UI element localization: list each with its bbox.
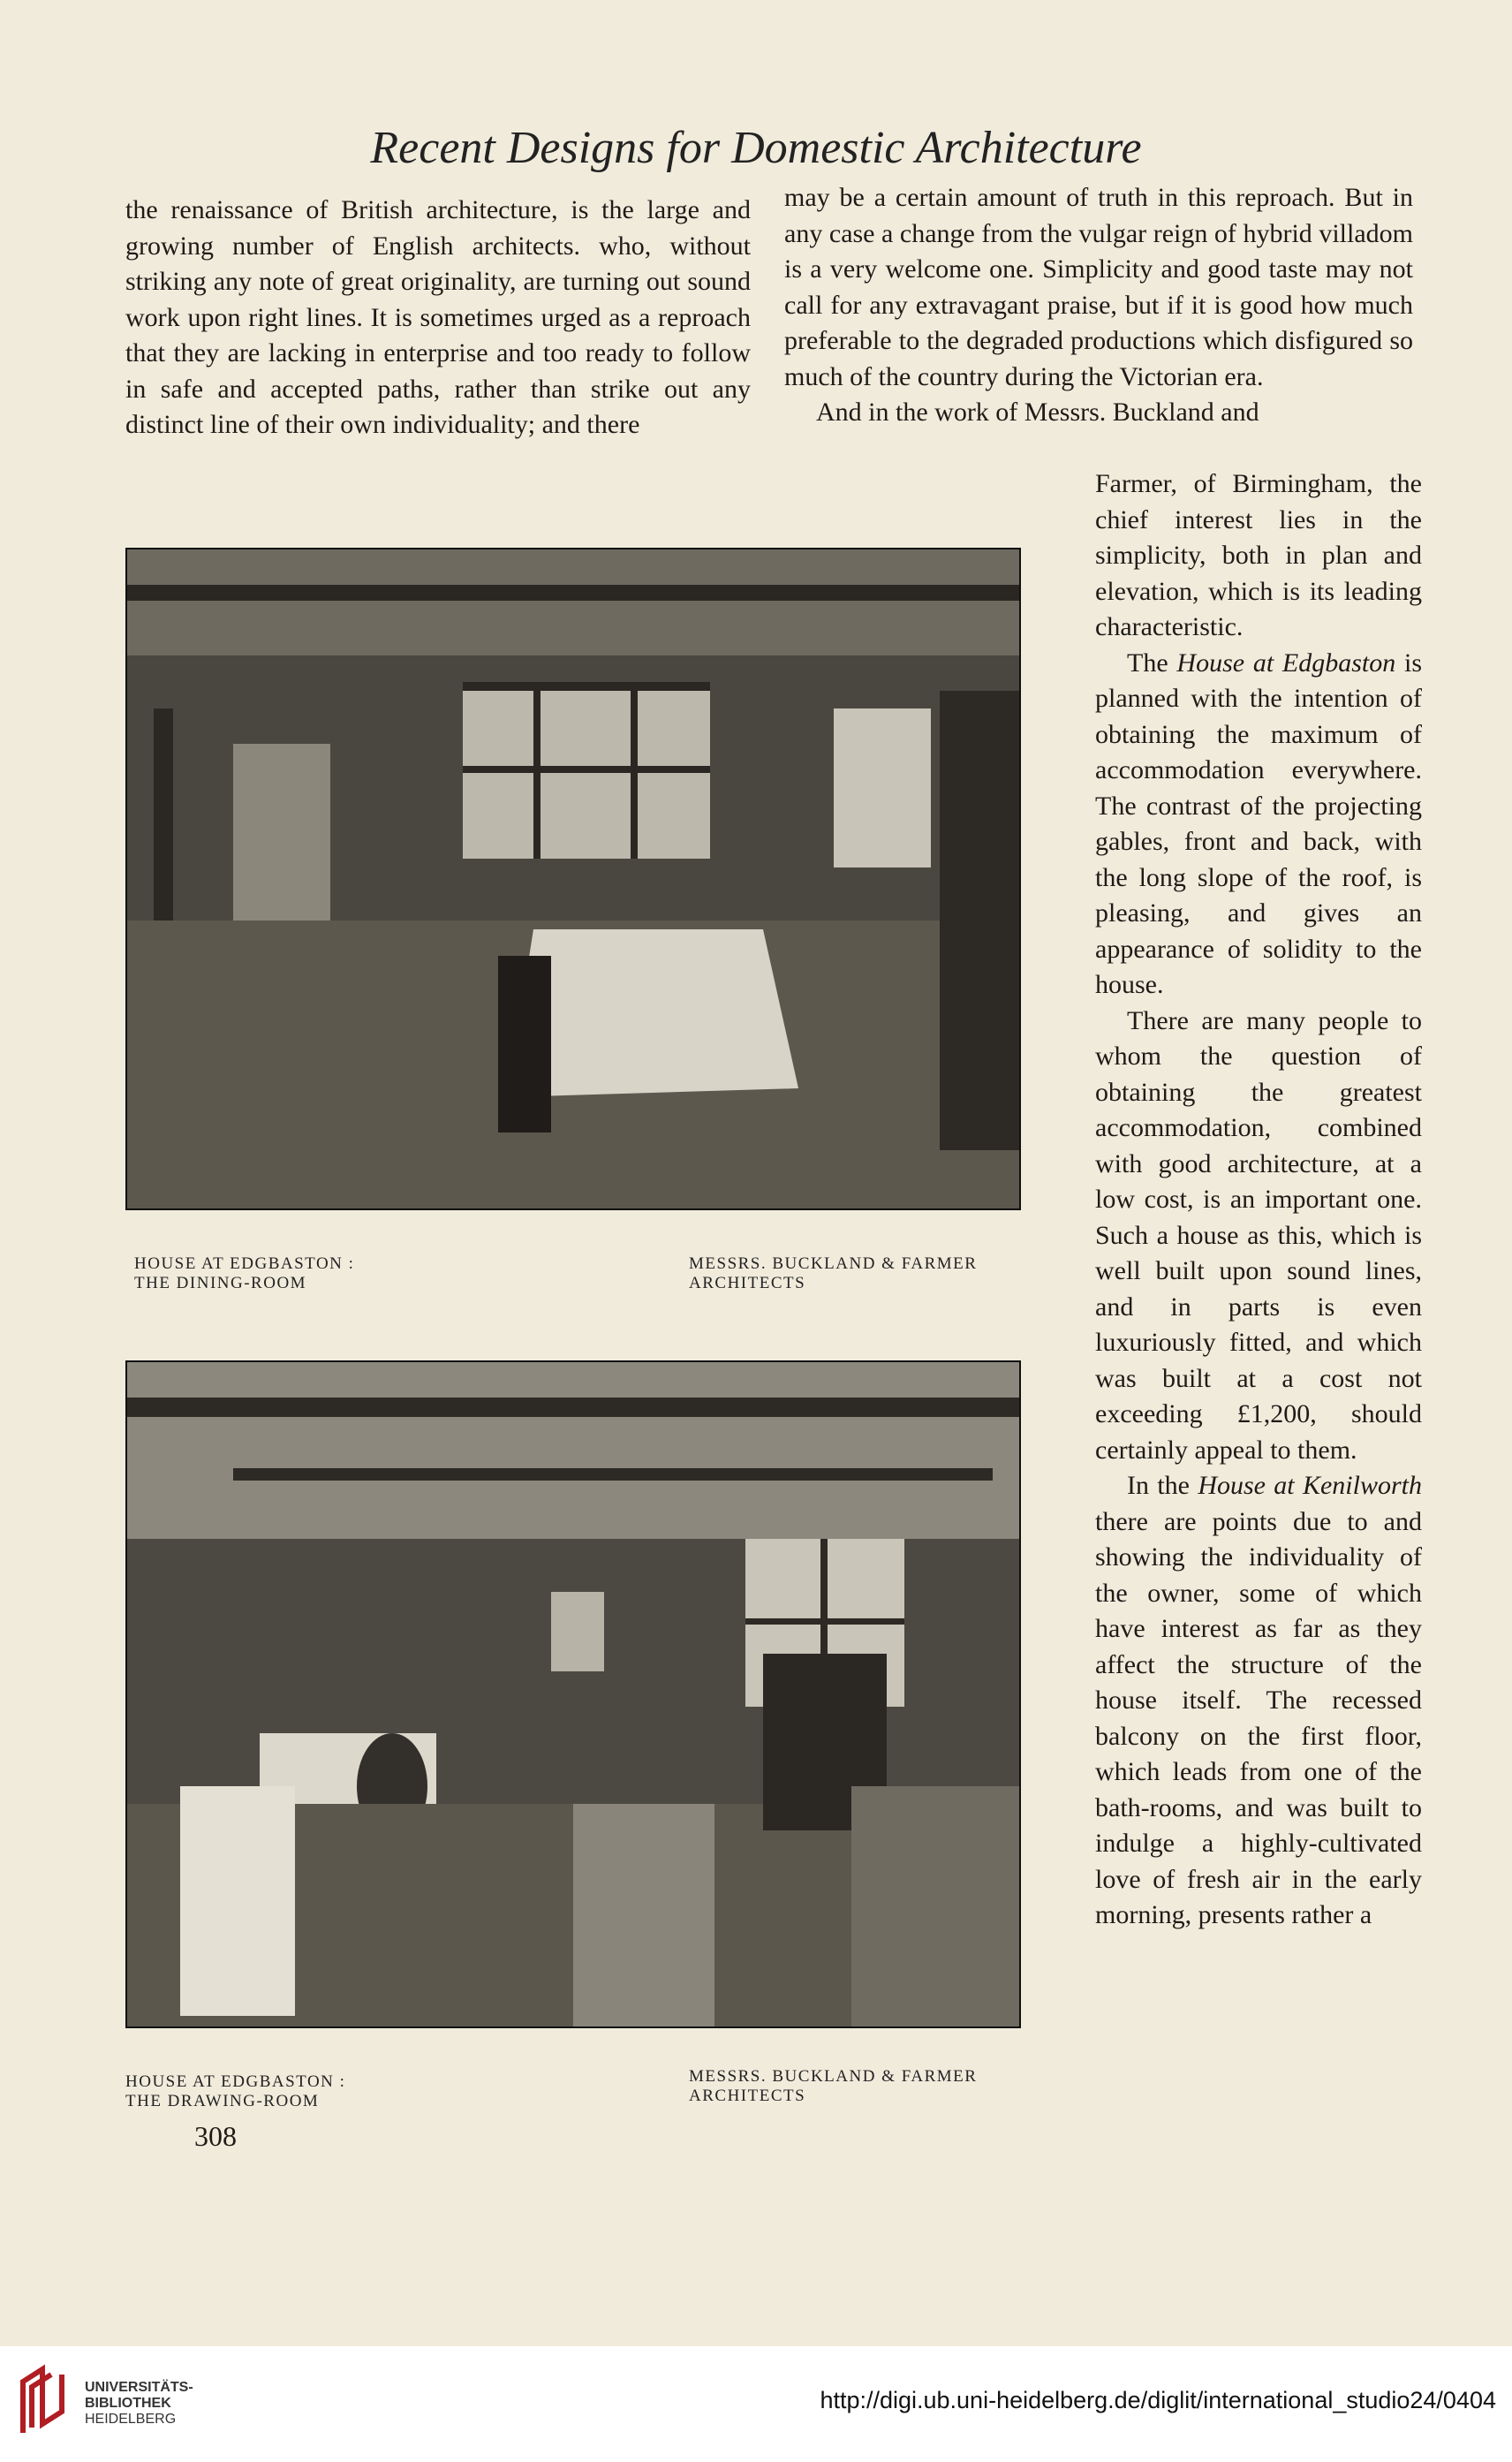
- drawing-room-photo: [125, 1360, 1021, 2028]
- house-at-kenilworth-title: House at Kenilworth: [1198, 1471, 1422, 1500]
- paragraph-left: the renaissance of British architecture, is the large and growing number of English architects. who, without striking any note of great originality, are turning out sound work upon right lines. It is sometimes urged as a reproach that they are lacking in enterprise and too ready to follow in safe and accepted paths, rather than strike out any distinct line of their own individuality; and there: [125, 195, 751, 439]
- source-url-link[interactable]: http://digi.ub.uni-heidelberg.de/diglit/international_studio24/0404: [820, 2387, 1496, 2413]
- paragraph-reproach: may be a certain amount of truth in this reproach. But in any case a change from the vulgar reign of hybrid villadom is a very welcome one. Simplicity and good taste may not call for any extravagant praise, but if it is good how much preferable to the degraded productions which disfigured so much of the country during the Victorian era.: [784, 183, 1413, 391]
- caption-dining-left-1: HOUSE AT EDGBASTON :: [134, 1254, 355, 1273]
- paragraph-edgbaston: [1095, 646, 1422, 1004]
- library-name: [85, 2380, 193, 2428]
- house-at-edgbaston-title: House at Edgbaston: [1176, 648, 1396, 678]
- caption-dining-right-1: MESSRS. BUCKLAND & FARMER: [689, 1254, 978, 1273]
- caption-drawing-right-1: MESSRS. BUCKLAND & FARMER: [689, 2067, 978, 2086]
- library-name-line1: UNIVERSITÄTS-: [85, 2380, 193, 2395]
- caption-drawing-left: [125, 2072, 345, 2111]
- caption-drawing-right: [689, 2067, 977, 2106]
- text-column-right-narrow: [1095, 466, 1422, 1934]
- running-title: Recent Designs for Domestic Architecture: [370, 123, 1142, 173]
- p3-body: is planned with the intention of obtaining the maximum of accommodation everywhere. The contrast of the projecting gables, front and back, with the long slope of the roof, is pleasing, and gives an appearance of solidity to the house.: [1095, 648, 1423, 999]
- paragraph-kenilworth: [1095, 1468, 1422, 1934]
- paragraph-buckland-start: And in the work of Messrs. Buckland and: [816, 398, 1259, 427]
- caption-dining-right-2: ARCHITECTS: [689, 1274, 806, 1292]
- library-name-line3: HEIDELBERG: [85, 2412, 177, 2427]
- p5-body: there are points due to and showing the individuality of the owner, some of which have interest as far as they affect the structure of the house itself. The recessed balcony on the first floor, which leads from one of the bath-rooms, and was built to indulge a highly-cultivated love of fresh air in the early morning, presents rather a: [1095, 1506, 1422, 1929]
- library-footer: [0, 2346, 1512, 2462]
- paragraph-buckland-cont: Farmer, of Birmingham, the chief interest lies in the simplicity, both in plan and elevation, which is its leading characteristic.: [1095, 469, 1422, 641]
- library-name-line2: BIBLIOTHEK: [85, 2396, 171, 2411]
- caption-dining-right: [689, 1254, 977, 1293]
- caption-drawing-left-1: HOUSE AT EDGBASTON :: [125, 2072, 346, 2091]
- library-logo-icon: [16, 2362, 78, 2442]
- caption-dining-left: [134, 1254, 354, 1293]
- caption-drawing-left-2: THE DRAWING-ROOM: [125, 2092, 320, 2110]
- p5-lead: In the: [1127, 1471, 1198, 1500]
- paragraph-accommodation: There are many people to whom the question of obtaining the greatest accommodation, combined with good architecture, at a low cost, is an important one. Such a house as this, which is well built upon sound lines, and in parts is even luxuriously fitted, and which was built at a cost not exceeding £1,200, should certainly appeal to them.: [1095, 1005, 1422, 1465]
- page-number: 308: [194, 2120, 237, 2152]
- dining-room-photo: [125, 548, 1021, 1210]
- caption-drawing-right-2: ARCHITECTS: [689, 2087, 806, 2105]
- text-column-right-top: [784, 180, 1413, 431]
- p3-lead: The: [1127, 648, 1177, 678]
- text-column-left: [125, 193, 751, 443]
- caption-dining-left-2: THE DINING-ROOM: [134, 1274, 307, 1292]
